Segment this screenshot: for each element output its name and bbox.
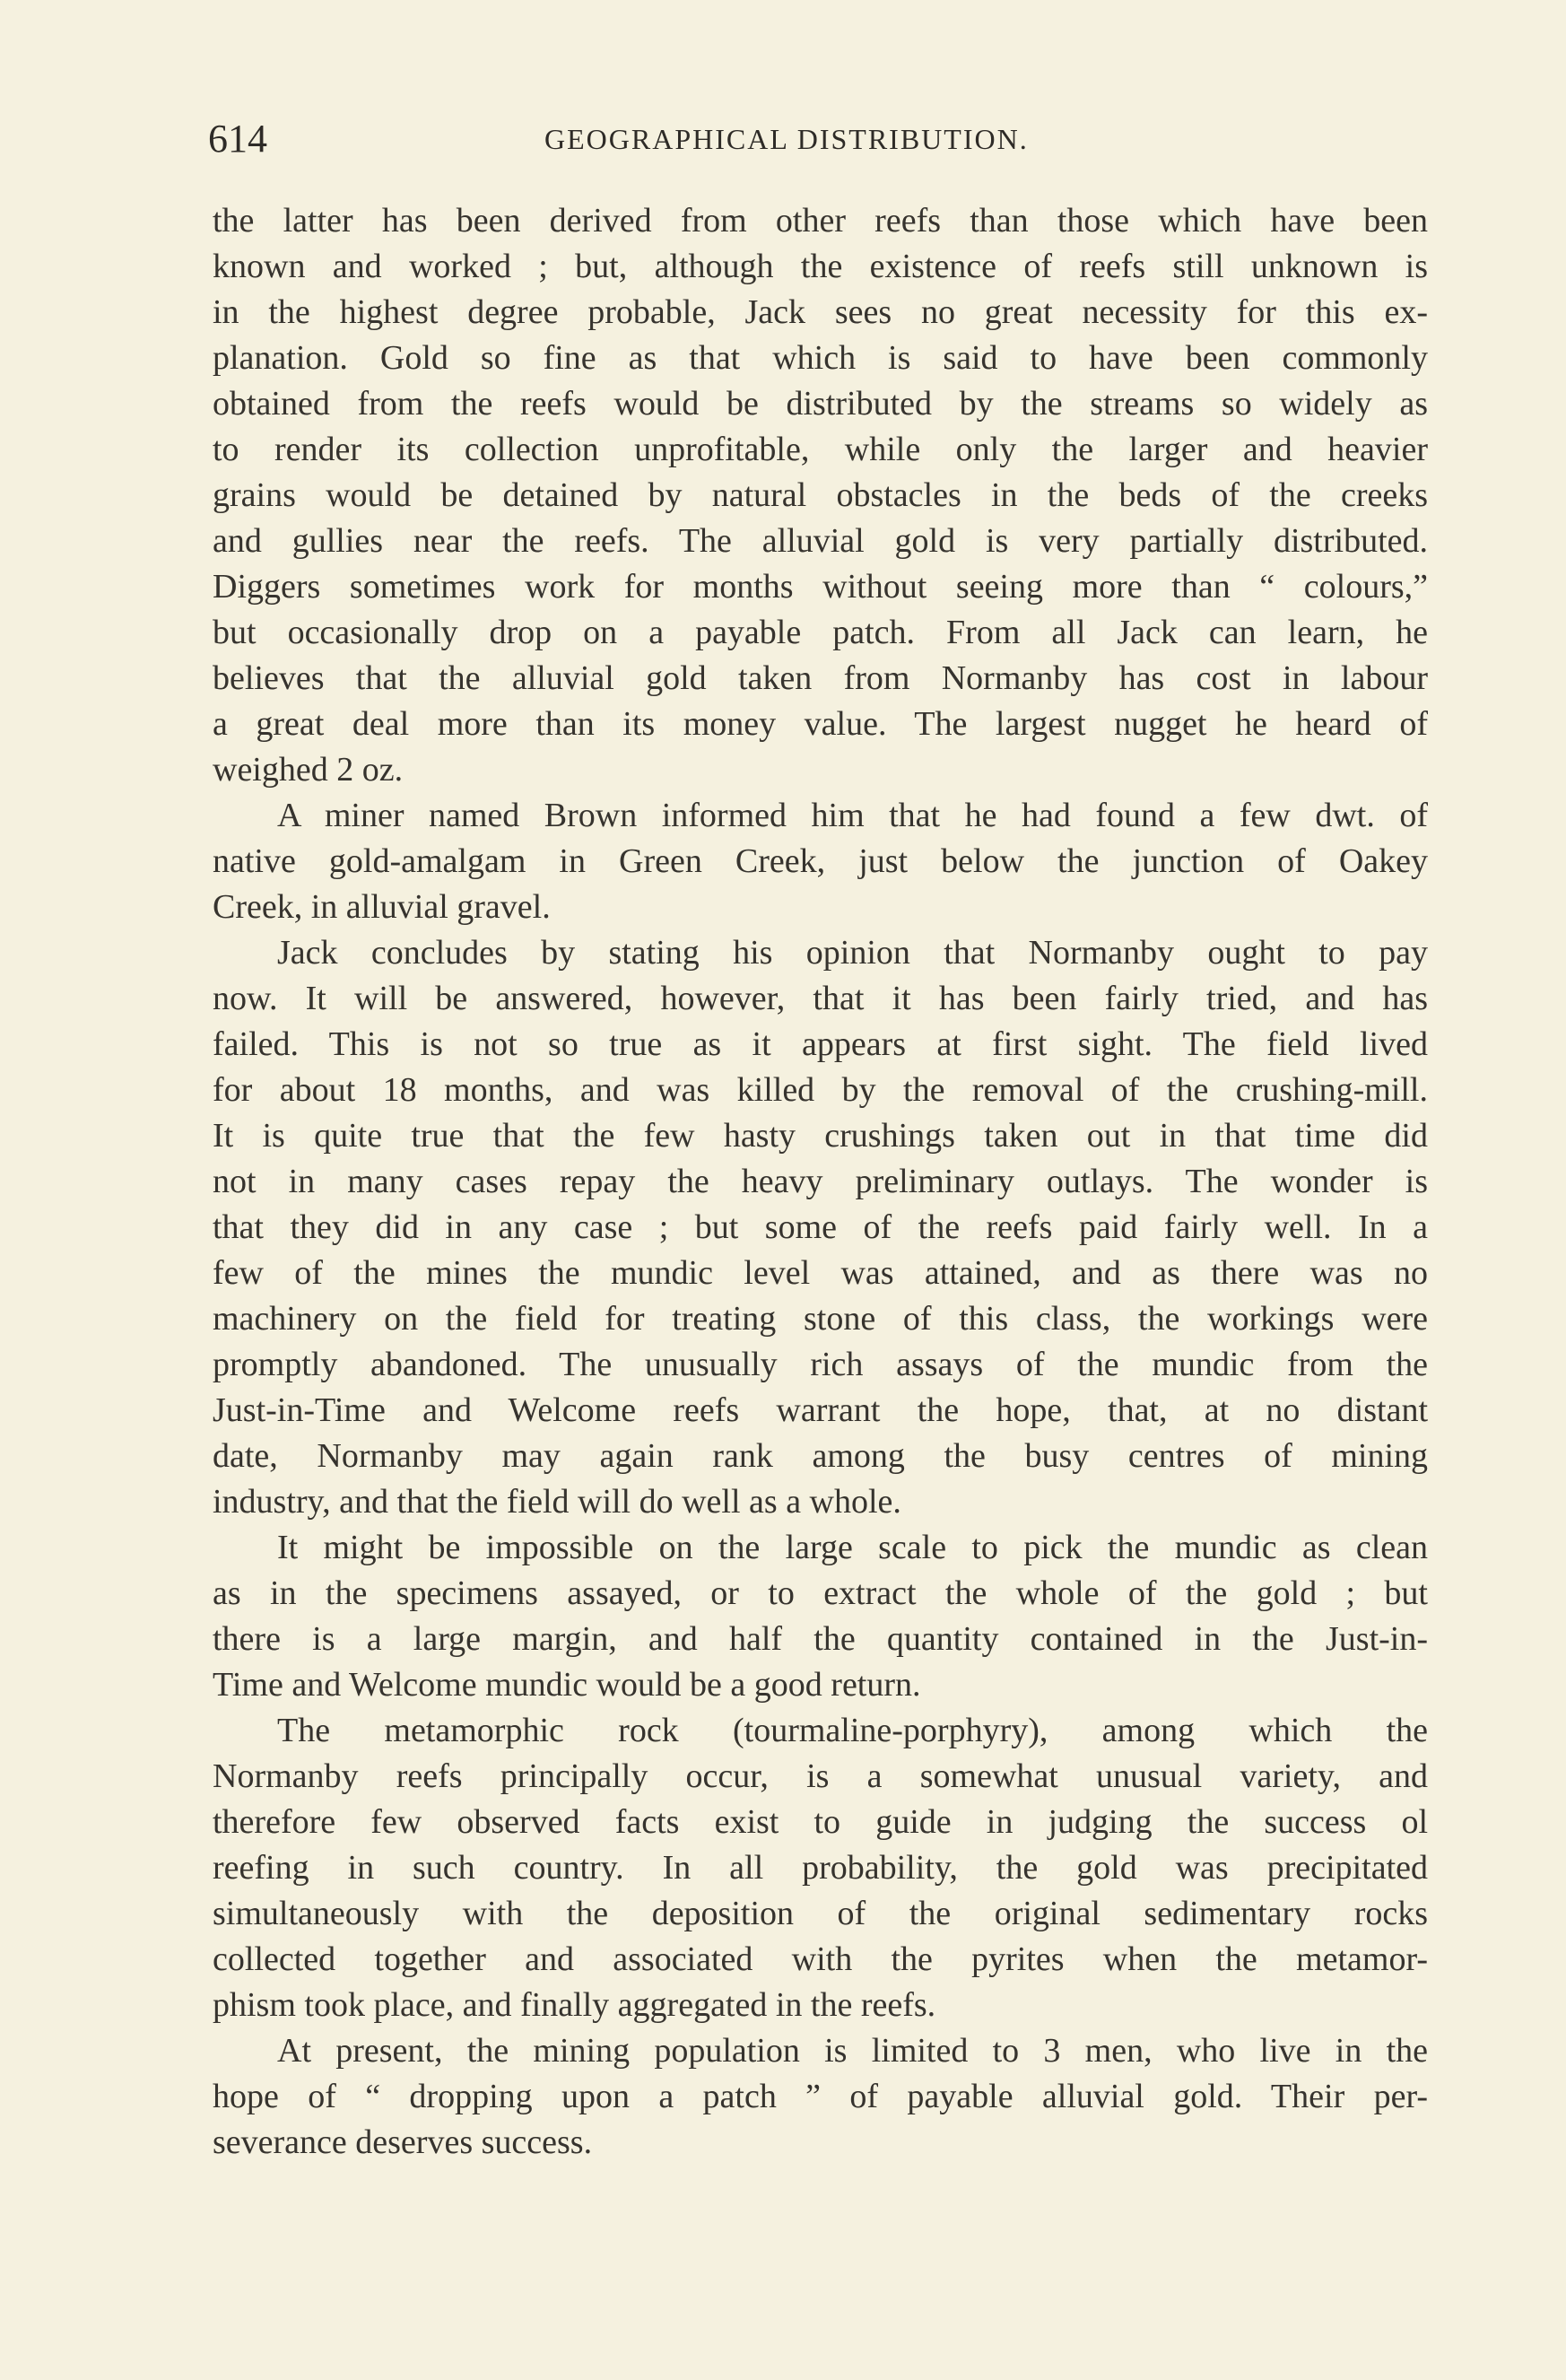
text-line: date, Normanby may again rank among the busy centres of mining <box>213 1437 1428 1475</box>
text-line: in the highest degree probable, Jack sees no great necessity for this ex- <box>213 293 1428 331</box>
text-line: It is quite true that the few hasty crushings taken out in that time did <box>213 1117 1428 1155</box>
body-text <box>213 198 1428 2166</box>
text-line: but occasionally drop on a payable patch. From all Jack can learn, he <box>213 614 1428 651</box>
text-line: Jack concludes by stating his opinion that Normanby ought to pay <box>277 934 1428 972</box>
paragraph <box>213 1708 1428 2028</box>
text-line: collected together and associated with the pyrites when the metamor- <box>213 1940 1428 1978</box>
text-line: there is a large margin, and half the quantity contained in the Just-in- <box>213 1620 1428 1658</box>
text-line: believes that the alluvial gold taken from Normanby has cost in labour <box>213 659 1428 697</box>
text-line: grains would be detained by natural obstacles in the beds of the creeks <box>213 476 1428 514</box>
text-line: At present, the mining population is limited to 3 men, who live in the <box>277 2032 1428 2070</box>
text-line: as in the specimens assayed, or to extract the whole of the gold ; but <box>213 1574 1428 1612</box>
text-line: few of the mines the mundic level was attained, and as there was no <box>213 1254 1428 1292</box>
paragraph <box>213 793 1428 930</box>
text-line: and gullies near the reefs. The alluvial gold is very partially distributed. <box>213 522 1428 560</box>
text-line: now. It will be answered, however, that it has been fairly tried, and has <box>213 980 1428 1017</box>
text-line: Normanby reefs principally occur, is a somewhat unusual variety, and <box>213 1757 1428 1795</box>
text-line: hope of “ dropping upon a patch ” of payable alluvial gold. Their per- <box>213 2078 1428 2115</box>
page-number: 614 <box>208 117 267 161</box>
text-line: that they did in any case ; but some of the reefs paid fairly well. In a <box>213 1208 1428 1246</box>
text-line: planation. Gold so fine as that which is said to have been commonly <box>213 339 1428 377</box>
paragraph <box>213 198 1428 793</box>
text-line: severance deserves success. <box>213 2123 593 2161</box>
text-line: Time and Welcome mundic would be a good return. <box>213 1666 921 1704</box>
running-head <box>208 112 1428 166</box>
text-line: Creek, in alluvial gravel. <box>213 888 551 926</box>
paragraph <box>213 930 1428 1525</box>
text-line: not in many cases repay the heavy preliminary outlays. The wonder is <box>213 1163 1428 1200</box>
running-title: GEOGRAPHICAL DISTRIBUTION. <box>544 123 1029 155</box>
text-line: Diggers sometimes work for months without seeing more than “ colours,” <box>213 568 1428 606</box>
text-line: simultaneously with the deposition of the original sedimentary rocks <box>213 1895 1428 1932</box>
text-line: therefore few observed facts exist to guide in judging the success ol <box>213 1803 1428 1841</box>
text-line: promptly abandoned. The unusually rich assays of the mundic from the <box>213 1346 1428 1383</box>
text-line: industry, and that the field will do well as a whole. <box>213 1483 901 1521</box>
text-line: The metamorphic rock (tourmaline-porphyry), among which the <box>277 1712 1428 1749</box>
text-line: A miner named Brown informed him that he had found a few dwt. of <box>277 797 1428 834</box>
text-line: machinery on the field for treating stone of this class, the workings were <box>213 1300 1428 1338</box>
paragraph <box>213 2028 1428 2166</box>
paragraph <box>213 1525 1428 1708</box>
text-line: to render its collection unprofitable, while only the larger and heavier <box>213 431 1428 468</box>
text-line: phism took place, and finally aggregated in the reefs. <box>213 1986 936 2024</box>
text-line: known and worked ; but, although the existence of reefs still unknown is <box>213 248 1428 285</box>
text-line: Just-in-Time and Welcome reefs warrant the hope, that, at no distant <box>213 1391 1428 1429</box>
text-line: obtained from the reefs would be distributed by the streams so widely as <box>213 385 1428 423</box>
text-line: reefing in such country. In all probability, the gold was precipitated <box>213 1849 1428 1887</box>
text-line: It might be impossible on the large scale to pick the mundic as clean <box>277 1529 1428 1566</box>
text-line: for about 18 months, and was killed by the removal of the crushing-mill. <box>213 1071 1428 1109</box>
text-line: the latter has been derived from other reefs than those which have been <box>213 202 1428 240</box>
text-line: failed. This is not so true as it appears at first sight. The field lived <box>213 1025 1428 1063</box>
text-line: a great deal more than its money value. The largest nugget he heard of <box>213 705 1428 743</box>
text-line: native gold-amalgam in Green Creek, just below the junction of Oakey <box>213 842 1428 880</box>
text-line: weighed 2 oz. <box>213 751 404 789</box>
